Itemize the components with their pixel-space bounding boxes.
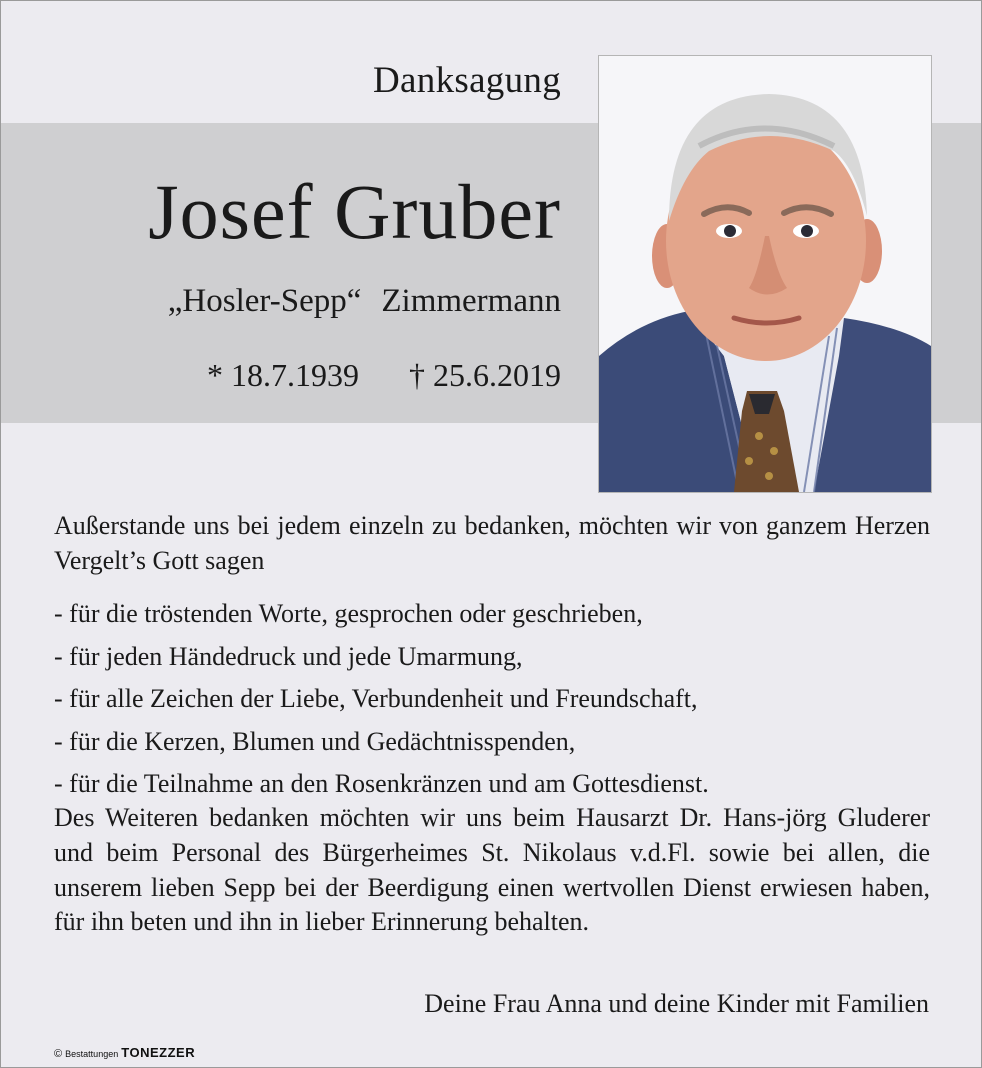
profession: Zimmermann [381,283,561,319]
nickname-profession-line [168,283,561,320]
copyright-icon: © [54,1048,63,1060]
life-dates [207,357,561,394]
list-item: - für die Teilnahme an den Rosenkränzen und am Gottesdienst. [54,769,709,798]
list-item: - für die tröstenden Worte, gesprochen oder geschrieben, [54,599,643,628]
heading-danksagung: Danksagung [373,60,561,101]
signature: Deine Frau Anna und deine Kinder mit Familien [424,989,929,1018]
nickname: „Hosler-Sepp“ [167,283,362,319]
birth-date: * 18.7.1939 [207,357,359,393]
portrait-illustration [599,56,931,492]
footer-credit [54,1045,195,1060]
portrait-photo [598,55,932,493]
list-item: - für die Kerzen, Blumen und Gedächtnisspenden, [54,726,576,756]
list-item: - für jeden Händedruck und jede Umarmung, [54,641,523,671]
credit-brand: TONEZZER [121,1045,196,1060]
deceased-name: Josef Gruber [148,168,561,255]
intro-paragraph: Außerstande uns bei jedem einzeln zu bedanken, möchten wir von ganzem Herzen Vergelt’s Gott sagen [54,511,930,575]
death-date: † 25.6.2019 [409,357,561,393]
thanks-list [54,593,930,806]
list-item: - für alle Zeichen der Liebe, Verbundenheit und Freundschaft, [54,684,698,713]
closing-paragraph: Des Weiteren bedanken möchten wir uns beim Hausarzt Dr. Hans-jörg Gluderer und beim Personal des Bürgerheimes St. Nikolaus v.d.Fl. sowie bei allen, die unserem lieben Sepp bei der Beerdigung einen wertvollen Dienst erwiesen haben, für ihn beten und ihn in lieber Erinnerung behalten. [54,803,930,937]
credit-label: Bestattungen [65,1049,119,1059]
